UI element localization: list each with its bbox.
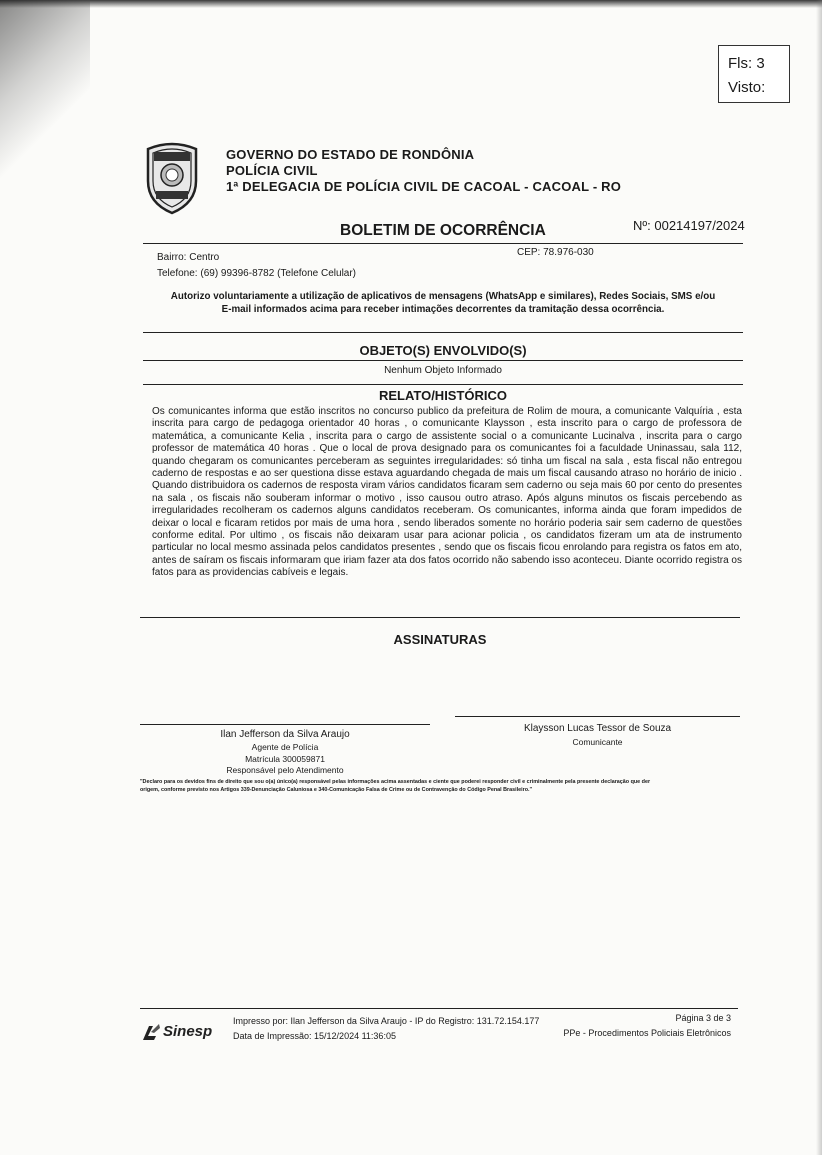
relato-top-rule xyxy=(143,384,743,385)
consent-text xyxy=(143,290,743,316)
objetos-text: Nenhum Objeto Informado xyxy=(384,365,502,376)
sinesp-logo-icon xyxy=(140,1022,162,1044)
relato-text: Os comunicantes informa que estão inscritos no concurso publico da prefeitura de Rolim de moura, a comunicante Valquíria , esta inscrita para cargo de pedagoga orientador 40 horas , o comunicante Klaysson , esta inscrito para o cargo de professora de matemática, a comunicante Kelia , inscrita para o cargo de assistente social o a comunicante Lucinalva , inscrita para o cargo professor de matemática 40 horas . Que o local de prova designado para os comunicantes foi a faculdade Uninassau, sala 112, quando chegaram os comunicantes perceberam as seguintes irregularidades: só tinha um fiscal na sala , esta fiscal não entregou caderno de respostas e ao ser questiona disse estava aguardando chegada de mais um fiscal causando atraso no horário de inicio . Quando distribuidora os cadernos de resposta viram vários candidatos ficaram sem caderno ou seja mais 60 por cento do presentes na sala , os fiscais não souberam informar o motivo , isso causou outro atraso. Após alguns minutos os fiscais percebendo as irregularidades recolheram os cadernos alguns candidatos receberam. Os comunicantes, informa ainda que foram impedidos de deixar o local e ficaram retidos por mais de uma hora , sendo liberados somente no horário poderia sair sem caderno de questões conforme edital. Por ultimo , os fiscais não deixaram usar para acionar policia , os candidatos fizeram um ata de instrumento particular no local mesmo assinada pelos candidatos presentes , sendo que os fiscais ficou enrolando para registra os fatos em ato, antes de saíram os fiscais informaram que iriam fazer ata dos fatos ocorrido não sabendo isso aconteceu. Diante ocorrido registra os fatos para as providencias cabíveis e legais. xyxy=(152,406,742,579)
disclaimer-line-1: "Declaro para os devidos fins de direito que sou o(a) único(a) responsável pelas informações acima assentadas e ciente que poderei responder civil e criminalmente pela presente declaração que der xyxy=(140,779,651,785)
header-police: POLÍCIA CIVIL xyxy=(226,163,318,178)
sinesp-logo-text: Sinesp xyxy=(163,1023,213,1040)
sinesp-logo xyxy=(140,1020,224,1046)
report-number: Nº: 00214197/2024 xyxy=(633,218,745,233)
policia-civil-seal-icon xyxy=(144,141,200,215)
objetos-title: OBJETO(S) ENVOLVIDO(S) xyxy=(359,343,527,358)
footer-pagina: Página 3 de 3 xyxy=(675,1013,731,1023)
signature-line-left xyxy=(140,724,430,725)
objetos-rule xyxy=(143,360,743,361)
declaration-disclaimer xyxy=(140,779,745,794)
disclaimer-line-2: origem, conforme previsto nos Artigos 339-Denunciação Caluniosa e 340-Comunicação Falsa de Crime ou de Contravenção do Código Penal Brasileiro." xyxy=(140,786,533,793)
bairro-text: Bairro: Centro xyxy=(157,252,220,263)
report-title: BOLETIM DE OCORRÊNCIA xyxy=(340,222,546,239)
signature-line-right xyxy=(455,716,740,717)
relato-title: RELATO/HISTÓRICO xyxy=(378,388,508,403)
scan-right-edge xyxy=(816,0,822,1155)
comunicante-name: Klaysson Lucas Tessor de Souza xyxy=(523,723,672,734)
visto-label: Visto: xyxy=(728,79,766,96)
scan-corner-shadow xyxy=(0,0,90,210)
footer-data-impressao: Data de Impressão: 15/12/2024 11:36:05 xyxy=(233,1031,396,1041)
agent-responsavel: Responsável pelo Atendimento xyxy=(226,765,344,775)
footer-impresso: Impresso por: Ilan Jefferson da Silva Araujo - IP do Registro: 131.72.154.177 xyxy=(233,1016,540,1026)
agent-matricula: Matrícula 300059871 xyxy=(245,753,325,764)
telefone-text: Telefone: (69) 99396-8782 (Telefone Celular) xyxy=(157,268,357,279)
cep-text: CEP: 78.976-030 xyxy=(517,247,594,258)
agent-role: Agente de Polícia xyxy=(251,742,319,752)
fls-visto-box xyxy=(718,45,790,103)
signature-block-comunicante xyxy=(455,723,740,749)
signature-block-agent xyxy=(140,729,430,777)
footer-ppe: PPe - Procedimentos Policiais Eletrônicos xyxy=(563,1028,731,1038)
consent-line-1: Autorizo voluntariamente a utilização de aplicativos de mensagens (WhatsApp e similares), Redes Sociais, SMS e/ou xyxy=(170,291,716,302)
header-delegacia: 1ª DELEGACIA DE POLÍCIA CIVIL DE CACOAL - CACOAL - RO xyxy=(226,179,622,194)
comunicante-role: Comunicante xyxy=(572,737,623,747)
title-rule xyxy=(143,243,743,244)
agent-name: Ilan Jefferson da Silva Araujo xyxy=(220,729,350,740)
scan-top-shadow xyxy=(0,0,822,8)
assinaturas-top-rule xyxy=(140,617,740,618)
consent-line-2: E-mail informados acima para receber intimações decorrentes da tramitação dessa ocorrência. xyxy=(221,304,665,315)
consent-rule xyxy=(143,332,743,333)
header-government: GOVERNO DO ESTADO DE RONDÔNIA xyxy=(226,147,475,162)
fls-label: Fls: 3 xyxy=(728,55,765,72)
assinaturas-title: ASSINATURAS xyxy=(393,632,487,647)
footer-rule xyxy=(140,1008,738,1009)
